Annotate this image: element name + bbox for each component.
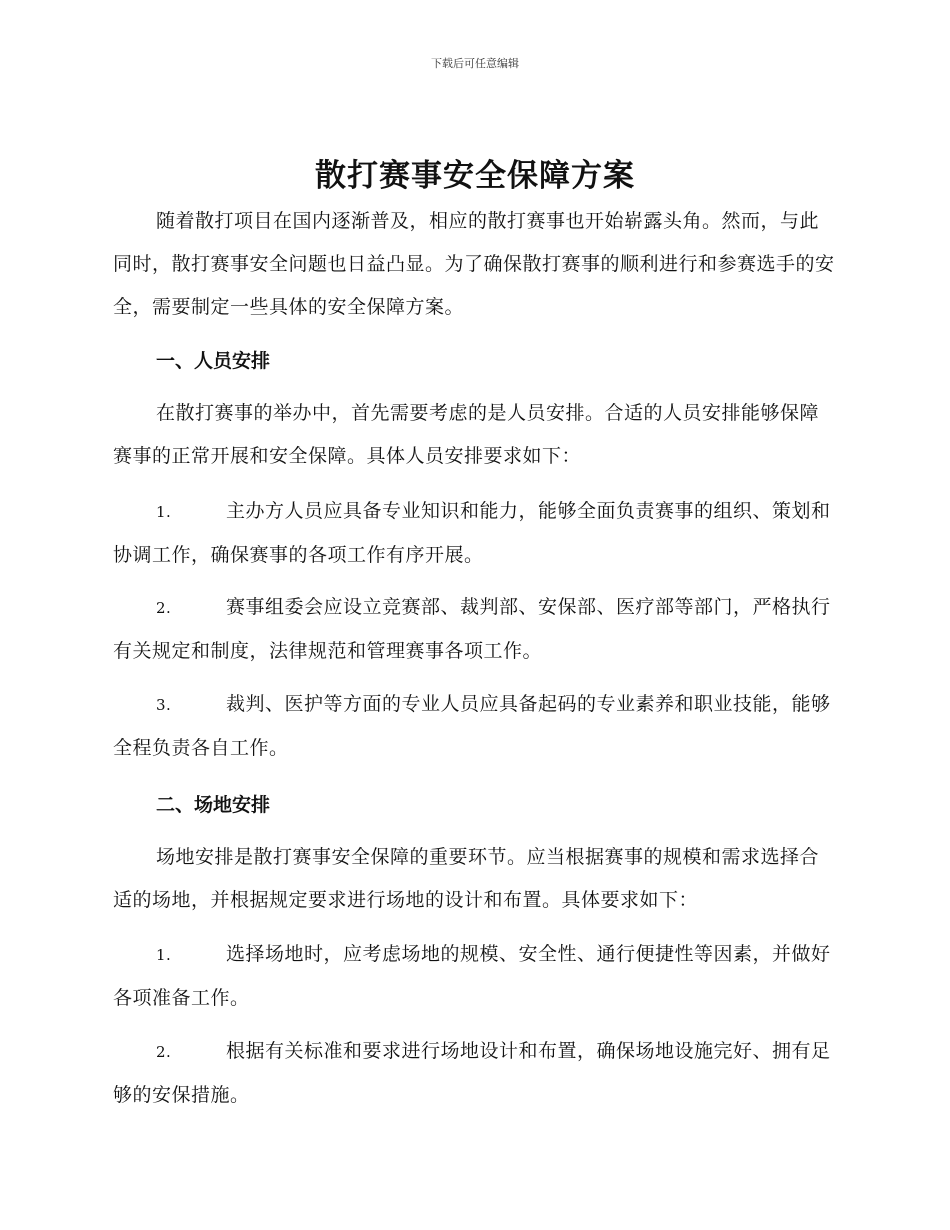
- list-number: 3.: [156, 696, 172, 714]
- list-item: [113, 490, 835, 577]
- list-text: 赛事组委会应设立竞赛部、裁判部、安保部、医疗部等部门，严格执行有关规定和制度，法律规范和管理赛事各项工作。: [113, 596, 831, 662]
- list-item: [113, 933, 835, 1020]
- list-number: 2.: [156, 599, 172, 617]
- list-text: 裁判、医护等方面的专业人员应具备起码的专业素养和职业技能，能够全程负责各自工作。: [113, 693, 831, 759]
- list-text: 主办方人员应具备专业知识和能力，能够全面负责赛事的组织、策划和协调工作，确保赛事的各项工作有序开展。: [113, 500, 831, 566]
- section-heading-personnel: 一、人员安排: [156, 350, 271, 372]
- list-number: 1.: [156, 503, 172, 521]
- list-number: 1.: [156, 946, 172, 964]
- list-item: [113, 586, 835, 673]
- intro-paragraph: 随着散打项目在国内逐渐普及，相应的散打赛事也开始崭露头角。然而，与此同时，散打赛事安全问题也日益凸显。为了确保散打赛事的顺利进行和参赛选手的安全，需要制定一些具体的安全保障方案。: [113, 210, 835, 318]
- document-title: 散打赛事安全保障方案: [315, 158, 635, 194]
- list-number: 2.: [156, 1043, 172, 1061]
- section-paragraph-personnel: 在散打赛事的举办中，首先需要考虑的是人员安排。合适的人员安排能够保障赛事的正常开展和安全保障。具体人员安排要求如下：: [113, 402, 820, 467]
- list-item: [113, 1030, 835, 1117]
- section-paragraph-venue: 场地安排是散打赛事安全保障的重要环节。应当根据赛事的规模和需求选择合适的场地，并根据规定要求进行场地的设计和布置。具体要求如下：: [113, 846, 820, 911]
- page-header-note: 下载后可任意编辑: [431, 57, 519, 70]
- section-heading-venue: 二、场地安排: [156, 794, 271, 816]
- list-item: [113, 683, 835, 770]
- list-text: 选择场地时，应考虑场地的规模、安全性、通行便捷性等因素，并做好各项准备工作。: [113, 943, 831, 1009]
- list-text: 根据有关标准和要求进行场地设计和布置，确保场地设施完好、拥有足够的安保措施。: [113, 1040, 831, 1106]
